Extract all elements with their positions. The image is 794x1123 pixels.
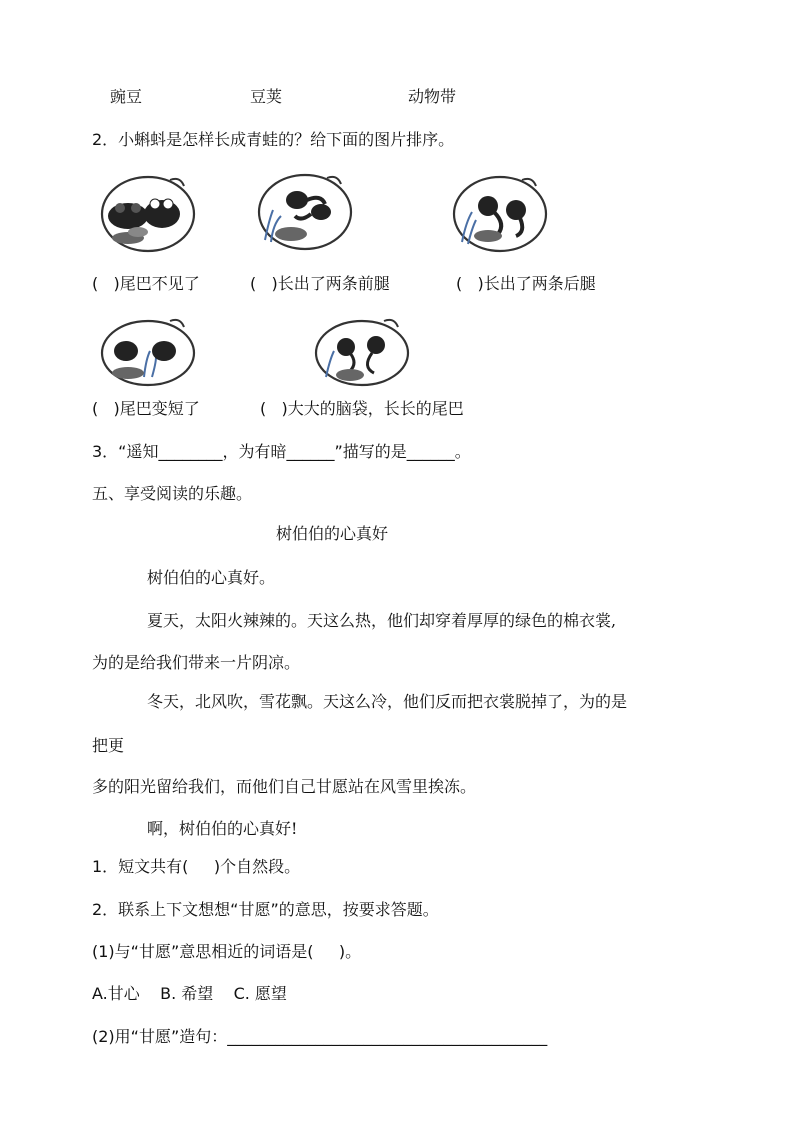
word-doujia: 豆荚 [250, 87, 283, 106]
frog-stage-image-1 [98, 172, 198, 254]
question-1: 1．短文共有( )个自然段。 [92, 857, 301, 876]
passage-paragraph-2-line-2: 为的是给我们带来一片阴凉。 [92, 653, 301, 672]
stage-label-no-tail: ( )尾巴不见了 [92, 274, 200, 293]
frog-stage-image-4 [98, 315, 198, 387]
stage-label-front-legs: ( )长出了两条前腿 [250, 274, 390, 293]
passage-paragraph-3-line-3: 多的阳光留给我们，而他们自己甘愿站在风雪里挨冻。 [92, 777, 477, 796]
passage-title: 树伯伯的心真好 [276, 524, 389, 543]
passage-paragraph-1: 树伯伯的心真好。 [147, 568, 276, 587]
stage-label-big-head: ( )大大的脑袋，长长的尾巴 [260, 399, 464, 418]
passage-paragraph-2-line-1: 夏天，太阳火辣辣的。天这么热，他们却穿着厚厚的绿色的棉衣裳, [147, 611, 617, 630]
passage-paragraph-3-line-2: 把更 [92, 736, 125, 755]
passage-paragraph-4: 啊，树伯伯的心真好! [147, 819, 298, 838]
section-5-title: 五、享受阅读的乐趣。 [92, 484, 253, 503]
question-2-2: (2)用“甘愿”造句：________________________________________ [92, 1027, 548, 1046]
question-2-options: A.甘心 B. 希望 C. 愿望 [92, 984, 287, 1003]
passage-paragraph-3-line-1: 冬天，北风吹，雪花飘。天这么冷，他们反而把衣裳脱掉了，为的是 [147, 692, 628, 711]
frog-stage-image-5 [312, 315, 412, 387]
question-2-title: 2．小蝌蚪是怎样长成青蛙的？给下面的图片排序。 [92, 130, 455, 149]
stage-label-shorter-tail: ( )尾巴变短了 [92, 399, 200, 418]
frog-stage-image-3 [450, 172, 550, 254]
word-wandou: 豌豆 [110, 87, 143, 106]
word-dongwudai: 动物带 [408, 87, 457, 106]
frog-stage-image-2 [255, 170, 355, 252]
stage-label-back-legs: ( )长出了两条后腿 [456, 274, 596, 293]
question-3: 3．“遥知________，为有暗______”描写的是______。 [92, 442, 471, 461]
question-2: 2．联系上下文想想“甘愿”的意思，按要求答题。 [92, 900, 439, 919]
question-2-1: (1)与“甘愿”意思相近的词语是( )。 [92, 942, 362, 961]
